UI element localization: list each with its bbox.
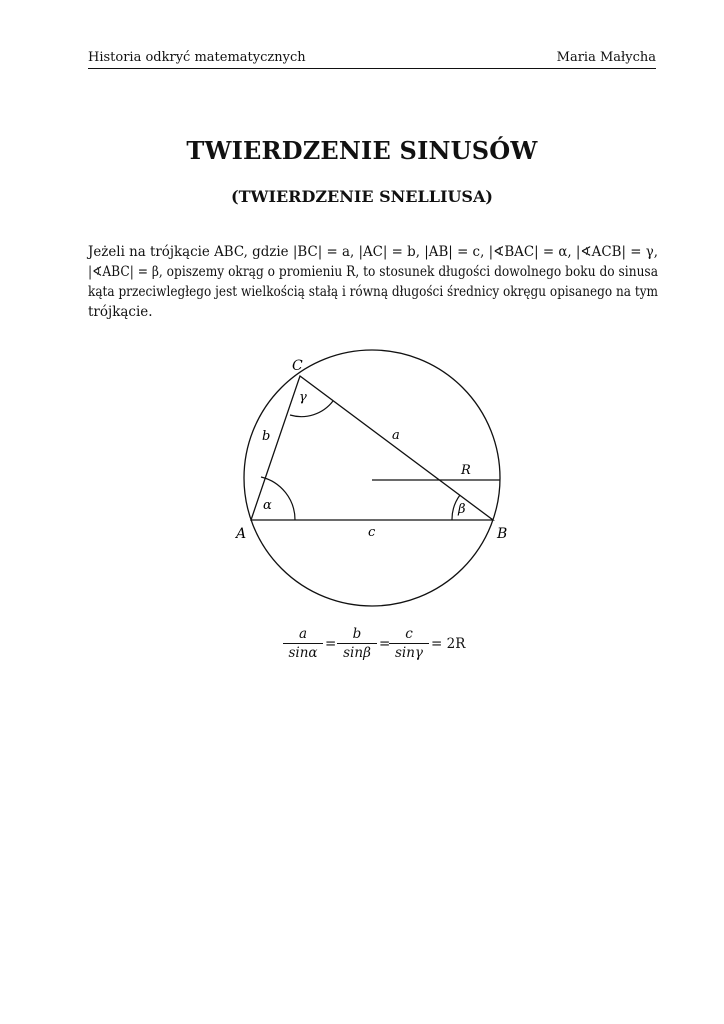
theorem-line-3: kąta przeciwległego jest wielkością stałą i równą długości średnicy okręgu opisanego na tym (88, 284, 658, 300)
equals-sign: = (325, 636, 337, 652)
side-a-label: a (392, 428, 400, 443)
angle-gamma-arc (290, 401, 333, 417)
triangle-abc (251, 376, 493, 520)
fraction-denominator-sin-gamma: sinγ (394, 645, 423, 661)
vertex-b-label: B (497, 526, 508, 542)
fraction-a-over-sin-alpha (283, 626, 323, 661)
fraction-numerator-c: c (405, 626, 413, 642)
theorem-line-4: trójkącie. (88, 304, 153, 320)
theorem-line-1: Jeżeli na trójkącie ABC, gdzie |BC| = a, |AC| = b, |AB| = c, |∢BAC| = α, |∢ACB| = γ, (88, 244, 658, 260)
header-course-title: Historia odkryć matematycznych (88, 50, 306, 65)
angle-beta-label: β (458, 502, 466, 517)
side-c-label: c (368, 525, 376, 540)
page-title: TWIERDZENIE SINUSÓW (186, 136, 538, 165)
fraction-numerator-b: b (352, 626, 362, 642)
fraction-b-over-sin-beta (337, 626, 377, 661)
header-author: Maria Małycha (556, 50, 656, 65)
angle-alpha-label: α (263, 498, 272, 513)
fraction-denominator-sin-beta: sinβ (343, 645, 371, 661)
circumscribed-circle (244, 350, 500, 606)
equals-sign: = (379, 636, 391, 652)
radius-label: R (461, 463, 471, 478)
fraction-c-over-sin-gamma (389, 626, 429, 661)
theorem-line-2: |∢ABC| = β, opiszemy okrąg o promieniu R, to stosunek długości dowolnego boku do sinusa (88, 264, 658, 280)
side-b-label: b (262, 429, 271, 444)
vertex-a-label: A (236, 526, 247, 542)
fraction-denominator-sin-alpha: sinα (288, 645, 318, 661)
vertex-c-label: C (292, 358, 303, 374)
angle-gamma-label: γ (299, 390, 307, 405)
page-subtitle: (TWIERDZENIE SNELLIUSA) (231, 187, 493, 206)
fraction-numerator-a: a (298, 626, 308, 642)
formula-result: = 2R (431, 636, 466, 652)
